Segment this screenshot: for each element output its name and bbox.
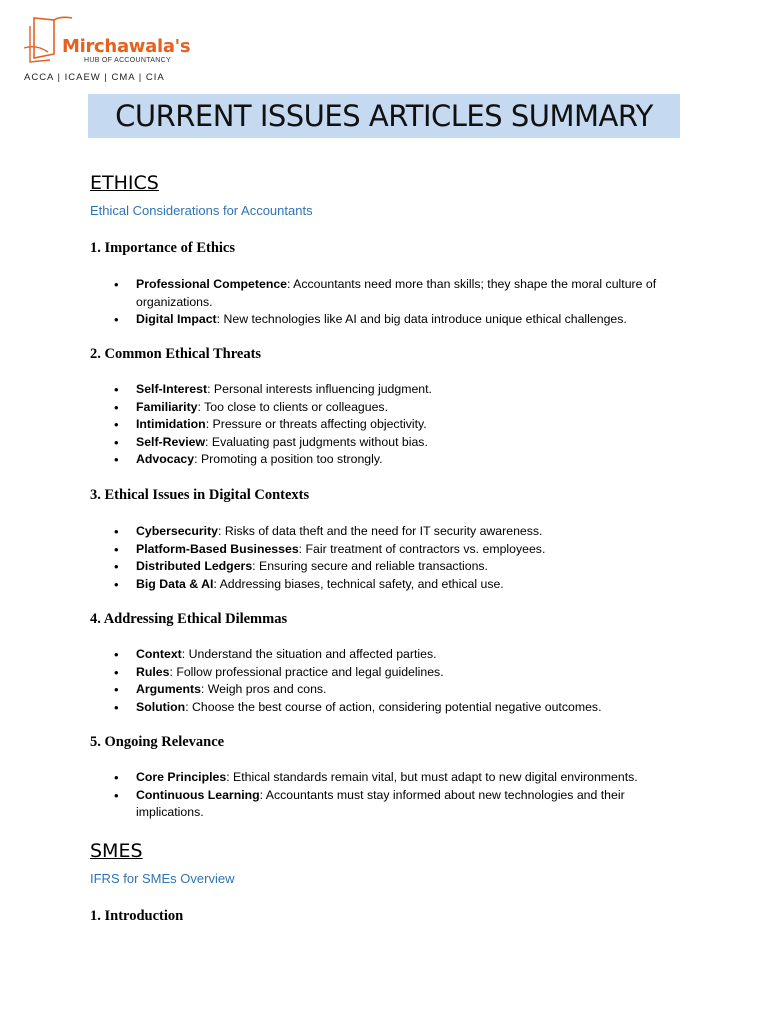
list-item-term: Intimidation	[136, 417, 206, 431]
list-item	[90, 787, 690, 822]
list-item-term: Continuous Learning	[136, 787, 260, 802]
list-item-term: Advocacy	[136, 452, 195, 466]
list-item	[90, 646, 690, 664]
list-item-text: : Fair treatment of contractors vs. employees.	[298, 541, 546, 556]
list-item	[90, 576, 690, 594]
section-heading-ethics: ETHICS	[90, 172, 159, 194]
list-item-term: Platform-Based Businesses	[136, 541, 299, 556]
list-item-term: Solution	[136, 699, 186, 714]
list-item-text: : Evaluating past judgments without bias.	[205, 434, 428, 449]
title-banner	[88, 94, 680, 138]
list-item-term: Context	[136, 647, 182, 661]
list-item	[90, 381, 690, 399]
section-heading-smes: SMES	[90, 840, 143, 862]
list-item-text: : Addressing biases, technical safety, and ethical use.	[213, 576, 504, 591]
list-item-term: Professional Competence	[136, 277, 288, 291]
list-item	[90, 558, 690, 576]
list-item-text: : Promoting a position too strongly.	[194, 452, 383, 466]
list-item-term: Digital Impact	[136, 312, 217, 326]
list-ethical-issues-digital	[90, 523, 690, 593]
list-item-text: : Ethical standards remain vital, but must adapt to new digital environments.	[226, 770, 638, 784]
heading-ethical-issues-digital: 3. Ethical Issues in Digital Contexts	[90, 487, 310, 503]
list-ongoing-relevance	[90, 769, 690, 822]
list-item-text: : Weigh pros and cons.	[200, 682, 327, 696]
list-item-term: Rules	[136, 664, 170, 679]
list-item	[90, 541, 690, 559]
section-subheading-smes: IFRS for SMEs Overview	[90, 871, 235, 886]
list-importance-of-ethics	[90, 276, 690, 329]
list-item-term: Familiarity	[136, 399, 198, 414]
list-item-text: : Risks of data theft and the need for IT security awareness.	[218, 524, 543, 538]
list-item	[90, 523, 690, 541]
logo-name: Mirchawala's	[62, 36, 191, 57]
list-common-ethical-threats	[90, 381, 690, 469]
heading-addressing-dilemmas: 4. Addressing Ethical Dilemmas	[90, 611, 288, 627]
list-item-text: : Ensuring secure and reliable transactions.	[252, 559, 488, 573]
logo-tagline: HUB OF ACCOUNTANCY	[84, 57, 171, 64]
section-subheading-ethics: Ethical Considerations for Accountants	[90, 203, 313, 218]
list-item	[90, 276, 690, 311]
company-logo	[20, 14, 190, 86]
list-item-term: Distributed Ledgers	[136, 559, 253, 573]
list-item-term: Big Data & AI	[136, 576, 214, 591]
heading-common-ethical-threats: 2. Common Ethical Threats	[90, 346, 262, 362]
list-item-text: : Understand the situation and affected parties.	[181, 647, 437, 661]
list-item-text: : Personal interests influencing judgment.	[207, 382, 432, 396]
list-item-text: : Too close to clients or colleagues.	[197, 399, 388, 414]
list-item-text: : New technologies like AI and big data introduce unique ethical challenges.	[216, 312, 627, 326]
list-item-text: : Pressure or threats affecting objectivity.	[205, 417, 427, 431]
list-item-text: : Accountants must stay informed about new technologies and their implications.	[136, 787, 625, 819]
page-title: CURRENT ISSUES ARTICLES SUMMARY	[115, 99, 653, 133]
list-item	[90, 311, 690, 329]
list-item-term: Core Principles	[136, 770, 227, 784]
list-item	[90, 434, 690, 452]
list-item	[90, 664, 690, 682]
list-item	[90, 399, 690, 417]
list-item-term: Arguments	[136, 682, 201, 696]
heading-introduction: 1. Introduction	[90, 908, 184, 924]
heading-importance-of-ethics: 1. Importance of Ethics	[90, 240, 235, 256]
list-addressing-dilemmas	[90, 646, 690, 716]
list-item-text: : Follow professional practice and legal guidelines.	[169, 664, 444, 679]
list-item	[90, 416, 690, 434]
list-item-term: Self-Review	[136, 434, 206, 449]
list-item-term: Cybersecurity	[136, 524, 219, 538]
list-item	[90, 769, 690, 787]
list-item-text: : Choose the best course of action, considering potential negative outcomes.	[185, 699, 602, 714]
logo-qualifications: ACCA | ICAEW | CMA | CIA	[24, 72, 165, 83]
list-item	[90, 451, 690, 469]
list-item-text: : Accountants need more than skills; they shape the moral culture of organizations.	[136, 277, 657, 309]
list-item	[90, 681, 690, 699]
list-item	[90, 699, 690, 717]
list-item-term: Self-Interest	[136, 382, 208, 396]
heading-ongoing-relevance: 5. Ongoing Relevance	[90, 734, 225, 750]
